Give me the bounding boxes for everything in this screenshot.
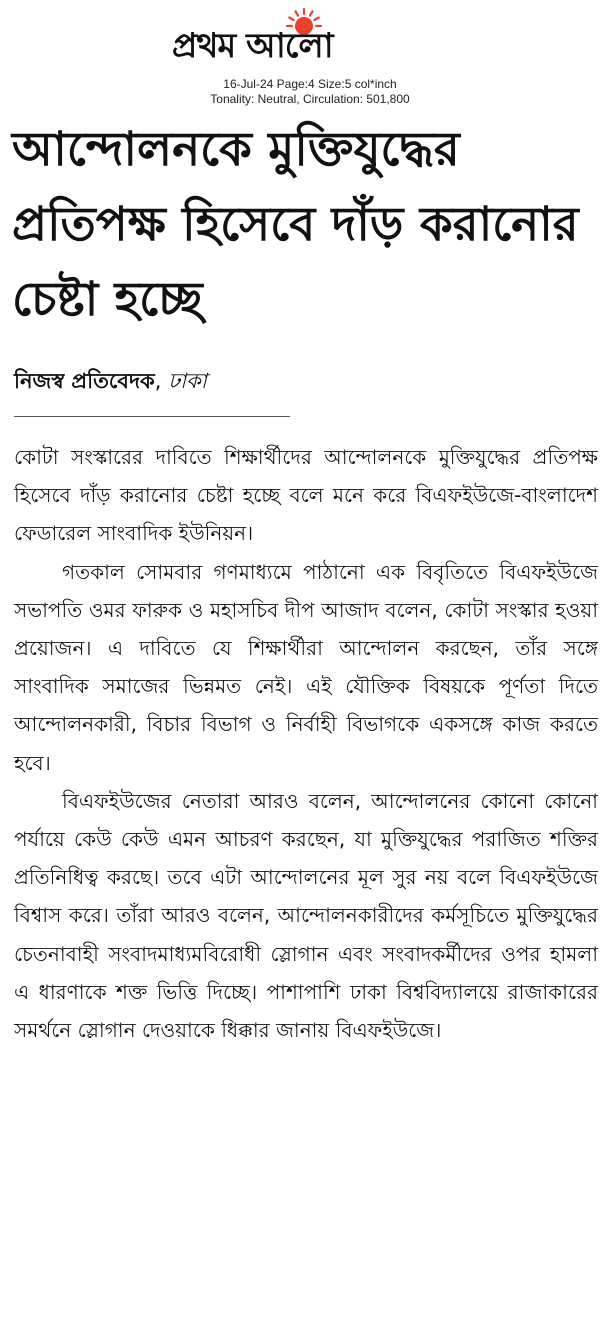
article-paragraph: কোটা সংস্কারের দাবিতে শিক্ষার্থীদের আন্দোলনকে মুক্তিযুদ্ধের প্রতিপক্ষ হিসেবে দাঁড় করানোর চেষ্টা হচ্ছে বলে মনে করে বিএফইউজে-বাংলাদেশ ফেডারেল সাংবাদিক ইউনিয়ন। [14,445,598,546]
clip-tonality-circulation: Tonality: Neutral, Circulation: 501,800 [210,92,410,106]
article-paragraph: গতকাল সোমবার গণমাধ্যমে পাঠানো এক বিবৃতিতে বিএফইউজে সভাপতি ওমর ফারুক ও মহাসচিব দীপ আজাদ বলেন, কোটা সংস্কার হওয়া প্রয়োজন। এ দাবিতে যে শিক্ষার্থীরা আন্দোলন করছেন, তাঁর সঙ্গে সাংবাদিক সমাজের ভিন্নমত নেই। এই যৌক্তিক বিষয়কে পূর্ণতা দিতে আন্দোলনকারী, বিচার বিভাগ ও নির্বাহী বিভাগকে একসঙ্গে কাজ করতে হবে। [14,559,598,775]
article-paragraph: বিএফইউজের নেতারা আরও বলেন, আন্দোলনের কোনো কোনো পর্যায়ে কেউ কেউ এমন আচরণ করছেন, যা মুক্তিযুদ্ধের পরাজিত শক্তির প্রতিনিধিত্ব করছে। তবে এটা আন্দোলনের মূল সুর নয় বলে বিএফইউজে বিশ্বাস করে। তাঁরা আরও বলেন, আন্দোলনকারীদের কর্মসূচিতে মুক্তিযুদ্ধের চেতনাবাহী সংবাদমাধ্যমবিরোধী স্লোগান এবং সংবাদকর্মীদের ওপর হামলা এ ধারণাকে শক্ত ভিত্তি দিচ্ছে। পাশাপাশি ঢাকা বিশ্ববিদ্যালয়ে রাজাকারের সমর্থনে স্লোগান দেওয়াকে ধিক্কার জানায় বিএফইউজে। [14,788,598,1043]
byline [14,364,314,398]
masthead [0,0,610,112]
logo-wordmark: প্রথম আলো [172,26,333,66]
dateline-location: ঢাকা [168,369,207,393]
newspaper-logo [172,6,442,70]
article-headline: আন্দোলনকে মুক্তিযুদ্ধের প্রতিপক্ষ হিসেবে দাঁড় করানোর চেষ্টা হচ্ছে [12,122,579,327]
byline-separator: , [154,369,169,393]
byline-divider [14,416,290,417]
reporter-name: নিজস্ব প্রতিবেদক [14,369,155,393]
clip-date-page-size: 16-Jul-24 Page:4 Size:5 col*inch [223,77,397,91]
article-body [14,438,598,1049]
